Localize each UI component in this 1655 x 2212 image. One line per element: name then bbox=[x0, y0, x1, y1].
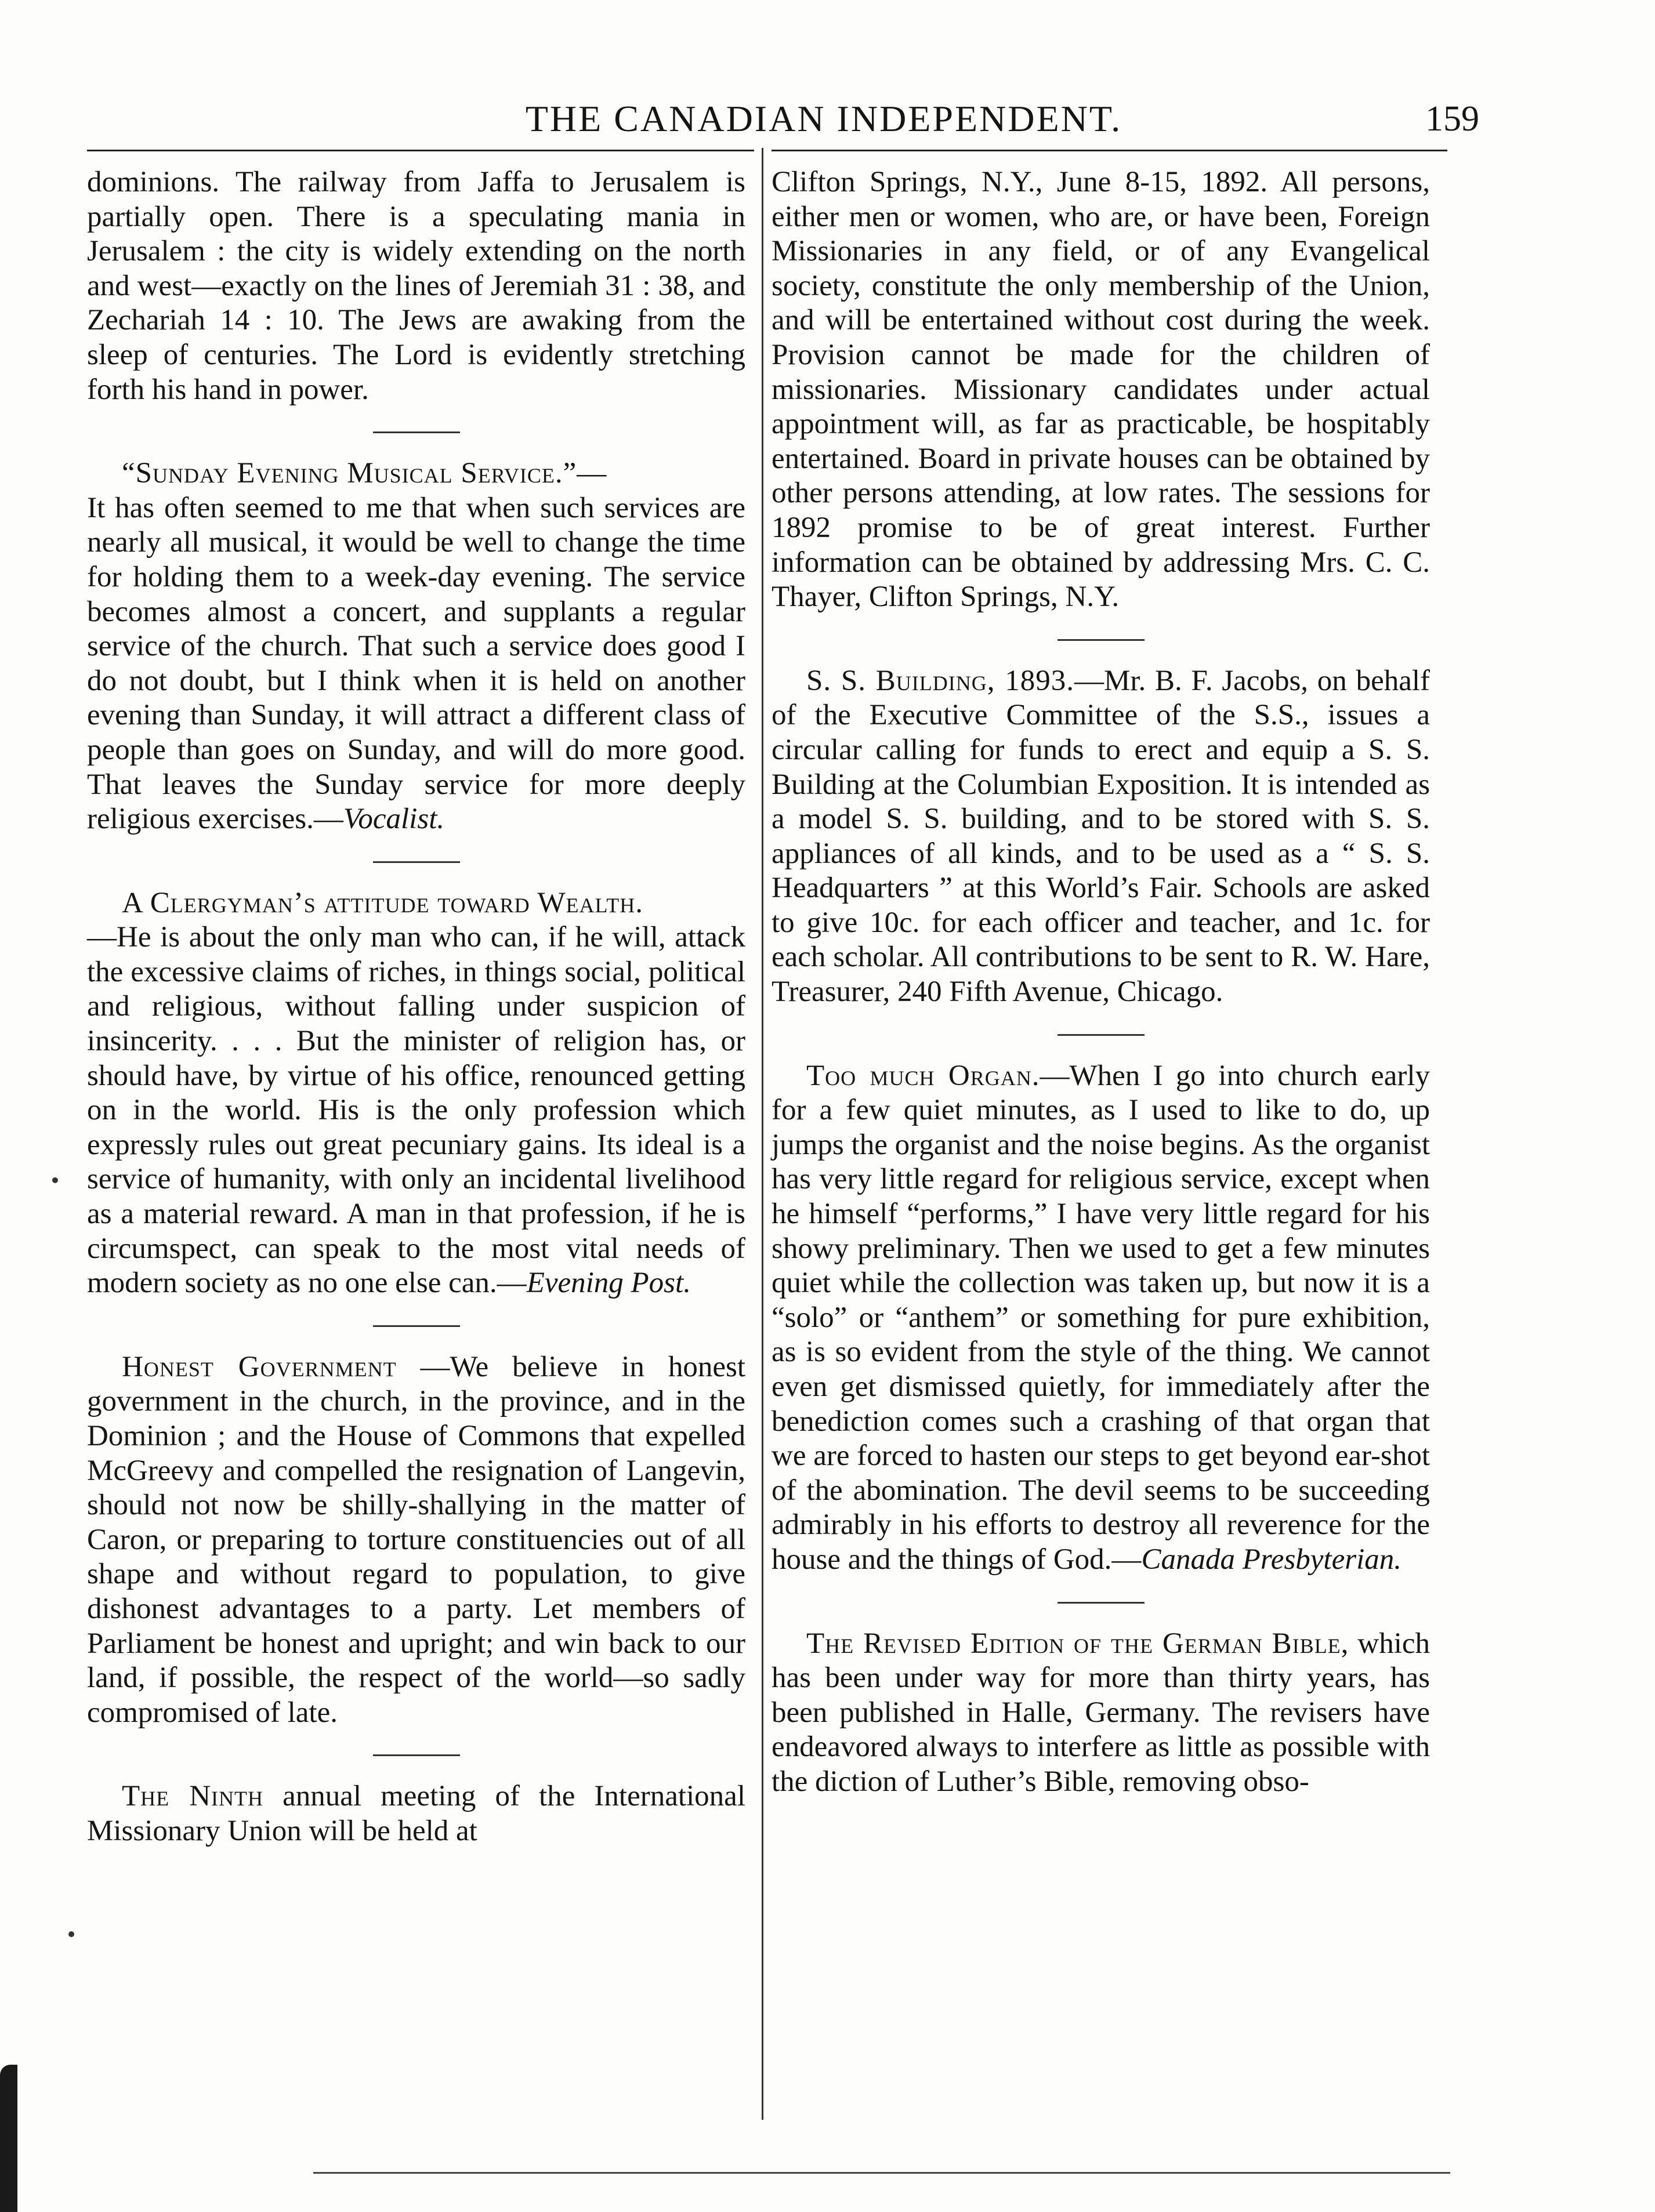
article-separator bbox=[373, 431, 460, 433]
article-too-much-organ bbox=[772, 1059, 1430, 1578]
article-source: Canada Presbyterian. bbox=[1141, 1543, 1402, 1576]
right-column bbox=[772, 165, 1430, 1800]
column-divider bbox=[762, 148, 763, 2120]
header-rule-right bbox=[772, 150, 1447, 151]
article-separator bbox=[1058, 1034, 1145, 1036]
article-ss-building bbox=[772, 664, 1430, 1010]
article-missionary-union bbox=[87, 1779, 745, 1848]
header-rule-left bbox=[87, 150, 754, 151]
article-heading: Too much Organ. bbox=[806, 1059, 1040, 1092]
article-separator bbox=[373, 861, 460, 863]
article-heading: The Ninth bbox=[122, 1780, 264, 1813]
article-missionary-union-continued: Clifton Springs, N.Y., June 8-15, 1892. All persons, either men or women, who are, or have been, Foreign Missionaries in any field, or of any Evangelical society, constitute the only membership of the Union, and will be entertained without cost during the week. Provision cannot be made for the children of missionaries. Missionary candidates under actual appointment will, as far as practicable, be hospitably entertained. Board in private houses can be obtained by other persons attending, at low rates. The sessions for 1892 promise to be of great interest. Further information can be obtained by addressing Mrs. C. C. Thayer, Clifton Springs, N.Y. bbox=[772, 166, 1430, 614]
article-body: —When I go into church early for a few quiet minutes, as I used to like to do, up jumps the organist and the noise begins. As the organist has very little regard for religious service, except when he himself “performs,” I have very little regard for his showy preliminary. Then we used to get a few minutes quiet while the collection was taken up, but now it is a “solo” or “anthem” or something for pure exhibition, as is so evident from the style of the thing. We cannot even get dismissed quietly, for immediately after the benediction comes such a crashing of that organ that we are forced to hasten our steps to get beyond ear-shot of the abomination. The devil seems to be succeeding admirably in his efforts to destroy all reverence for the house and the things of God.— bbox=[772, 1059, 1430, 1576]
bottom-rule bbox=[313, 2172, 1450, 2174]
article-heading: S. S. Building, 1893. bbox=[806, 664, 1074, 697]
article-separator bbox=[1058, 639, 1145, 641]
article-separator bbox=[373, 1754, 460, 1756]
article-separator bbox=[1058, 1602, 1145, 1604]
scan-speck bbox=[52, 1177, 58, 1183]
page-number: 159 bbox=[1425, 99, 1479, 139]
article-sunday-evening-musical-service bbox=[87, 456, 745, 837]
article-body: annual meeting of the International Missionary Union will be held at bbox=[87, 1780, 745, 1847]
article-body: It has often seemed to me that when such services are nearly all musical, it would be well to change the time for holding them to a week-day evening. The service becomes almost a concert, and supplants a regular service of the church. That such a service does good I do not doubt, but I think when it is held on another evening than Sunday, it will attract a different class of people than goes on Sunday, and will do more good. That leaves the Sunday service for more deeply religious exercises.— bbox=[87, 491, 745, 836]
article-body: —Mr. B. F. Jacobs, on behalf of the Executive Committee of the S.S., issues a circular calling for funds to erect and equip a S. S. Building at the Columbian Exposition. It is intended as a model S. S. building, and to be stored with S. S. appliances of all kinds, and to be used as a “ S. S. Headquarters ” at this World’s Fair. Schools are asked to give 10c. for each officer and teacher, and 1c. for each scholar. All contributions to be sent to R. W. Hare, Treasurer, 240 Fifth Avenue, Chicago. bbox=[772, 664, 1430, 1009]
publication-title: THE CANADIAN INDEPENDENT. bbox=[525, 98, 1122, 139]
article-separator bbox=[373, 1325, 460, 1327]
article-heading: A Clergyman’s attitude toward Wealth. bbox=[122, 886, 643, 919]
left-column bbox=[87, 165, 745, 1849]
article-body: —We believe in honest government in the church, in the province, and in the Dominion ; and the House of Commons that expelled McGreevy and compelled the resignation of Langevin, should not now be shilly-shallying in the matter of Caron, or preparing to torture constituencies out of all shape and without regard to population, to give dishonest advantages to a party. Let members of Parliament be honest and upright; and win back to our land, if possible, the respect of the world—so sadly compromised of late. bbox=[87, 1350, 745, 1729]
article-source: Evening Post. bbox=[526, 1267, 691, 1300]
article-source: Vocalist. bbox=[343, 803, 445, 836]
scan-speck bbox=[68, 1931, 74, 1937]
article-clergyman-wealth bbox=[87, 886, 745, 1301]
scan-edge-mark bbox=[0, 2065, 17, 2212]
article-heading: “Sunday Evening Musical Service.”— bbox=[122, 457, 607, 490]
article-heading: Honest Government bbox=[122, 1350, 397, 1383]
article-heading: The Revised Edition of the German Bible, bbox=[806, 1627, 1349, 1660]
article-body: —He is about the only man who can, if he will, attack the excessive claims of riches, in things social, political and religious, without falling under suspicion of insincerity. . . . But the minister of religion has, or should have, by virtue of his office, renounced getting on in the world. His is the only profession which expressly rules out great pecuniary gains. Its ideal is a service of humanity, with only an incidental livelihood as a material reward. A man in that profession, if he is circumspect, can speak to the most vital needs of modern society as no one else can.— bbox=[87, 921, 745, 1300]
article-body: which has been under way for more than thirty years, has been published in Halle, Germany. The revisers have endeavored always to interfere as little as possible with the diction of Luther’s Bible, removing obso- bbox=[772, 1627, 1431, 1798]
article-german-bible bbox=[772, 1627, 1430, 1800]
page-header bbox=[81, 93, 1479, 145]
article-continued-jerusalem: dominions. The railway from Jaffa to Jerusalem is partially open. There is a speculating mania in Jerusalem : the city is widely extending on the north and west—exactly on the lines of Jeremiah 31 : 38, and Zechariah 14 : 10. The Jews are awaking from the sleep of centuries. The Lord is evidently stretching forth his hand in power. bbox=[87, 166, 745, 406]
article-honest-government bbox=[87, 1350, 745, 1731]
